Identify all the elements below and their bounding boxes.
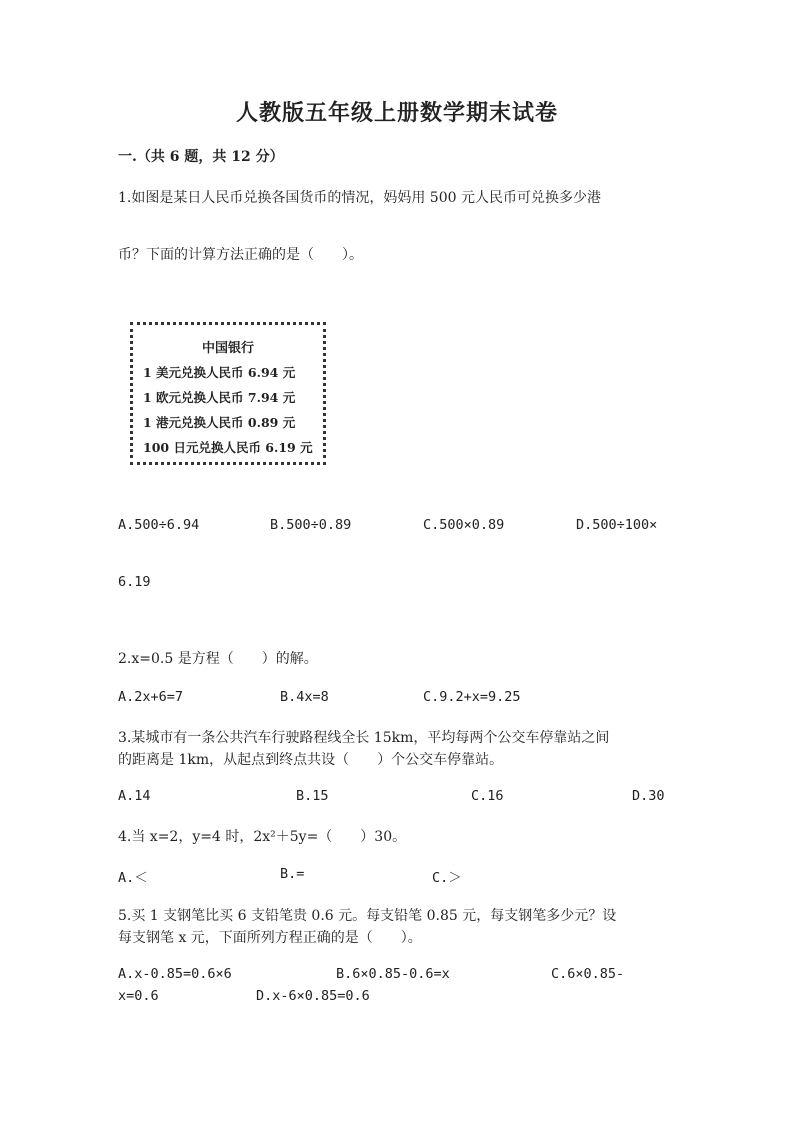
q3-option-c[interactable]: C.16	[471, 788, 504, 804]
q3-text-line1: 3.某城市有一条公共汽车行驶路程线全长 15km，平均每两个公交车停靠站之间	[118, 730, 610, 746]
q2-option-a[interactable]: A.2x+6=7	[118, 689, 184, 705]
q5-text-line1: 5.买 1 支钢笔比买 6 支铅笔贵 0.6 元。每支铅笔 0.85 元，每支钢笔多少元？设	[118, 908, 617, 924]
card-line-usd: 1 美元兑换人民币 6.94 元	[143, 365, 296, 380]
page-title: 人教版五年级上册数学期末试卷	[235, 100, 558, 126]
q2-text: 2.x=0.5 是方程（ ）的解。	[118, 651, 318, 667]
card-line-eur: 1 欧元兑换人民币 7.94 元	[143, 390, 296, 405]
section-heading: 一.（共 6 题，共 12 分）	[118, 149, 284, 165]
q3-option-b[interactable]: B.15	[296, 788, 329, 804]
q1-option-d[interactable]: D.500÷100×	[576, 517, 658, 533]
q5-option-b[interactable]: B.6×0.85-0.6=x	[336, 966, 450, 982]
q5-option-c[interactable]: C.6×0.85-	[551, 966, 625, 982]
q5-option-d[interactable]: D.x-6×0.85=0.6	[256, 988, 370, 1004]
q3-option-d[interactable]: D.30	[632, 788, 665, 804]
q4-option-a[interactable]: A.＜	[118, 870, 148, 886]
card-line-jpy: 100 日元兑换人民币 6.19 元	[143, 440, 313, 455]
q2-option-c[interactable]: C.9.2+x=9.25	[423, 689, 521, 705]
q1-text-line1: 1.如图是某日人民币兑换各国货币的情况，妈妈用 500 元人民币可兑换多少港	[118, 190, 601, 206]
q1-option-d-cont: 6.19	[118, 574, 151, 590]
q4-option-b[interactable]: B.=	[280, 866, 305, 882]
q2-option-b[interactable]: B.4x=8	[280, 689, 329, 705]
q4-text: 4.当 x=2，y=4 时，2x²＋5y=（ ）30。	[118, 829, 407, 845]
q4-option-c[interactable]: C.＞	[432, 870, 462, 886]
q1-option-b[interactable]: B.500÷0.89	[270, 517, 352, 533]
q3-option-a[interactable]: A.14	[118, 788, 151, 804]
q3-text-line2: 的距离是 1km，从起点到终点共设（ ）个公交车停靠站。	[118, 752, 504, 768]
exchange-rate-card	[130, 322, 326, 465]
q5-option-a[interactable]: A.x-0.85=0.6×6	[118, 966, 232, 982]
q1-option-a[interactable]: A.500÷6.94	[118, 517, 200, 533]
card-line-hkd: 1 港元兑换人民币 0.89 元	[143, 415, 296, 430]
q5-text-line2: 每支钢笔 x 元，下面所列方程正确的是（ ）。	[118, 930, 422, 946]
card-title: 中国银行	[201, 341, 254, 356]
q1-text-line2: 币？下面的计算方法正确的是（ ）。	[118, 247, 363, 263]
q5-option-c-cont: x=0.6	[118, 988, 159, 1004]
q1-option-c[interactable]: C.500×0.89	[423, 517, 505, 533]
